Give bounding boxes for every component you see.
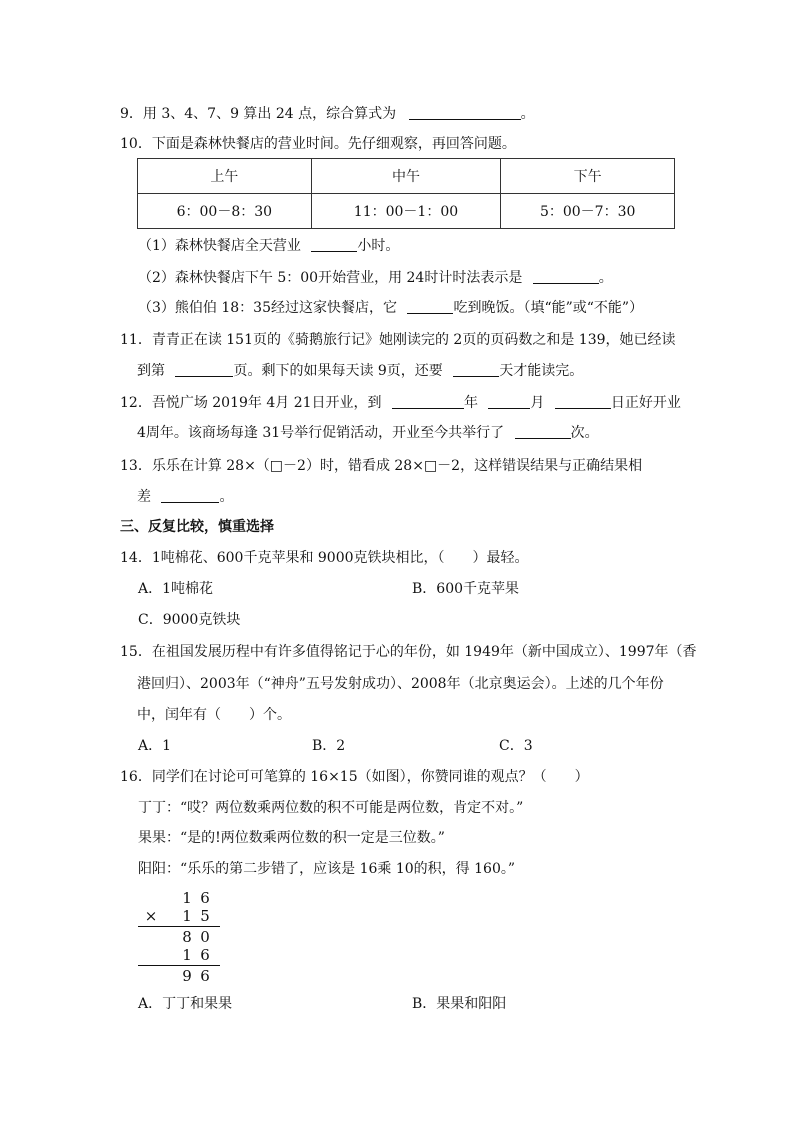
quote-yangyang: 阳阳：“乐乐的第二步错了，应该是 16乘 10的积，得 160。” <box>138 861 516 877</box>
option-c[interactable]: C．9000克铁块 <box>138 612 241 628</box>
quote-dingding: 丁丁：“哎？两位数乘两位数的积不可能是两位数，肯定不对。” <box>138 800 524 816</box>
question-10-sub-1: （1）森林快餐店全天营业 小时。 <box>138 238 400 254</box>
product-row: 9 6 <box>182 967 210 985</box>
answer-blank[interactable] <box>311 237 357 252</box>
question-13-line-2: 差 。 <box>137 489 234 505</box>
divider <box>138 926 220 927</box>
answer-blank[interactable] <box>392 394 464 409</box>
header-afternoon: 下午 <box>501 159 675 194</box>
question-12-line-2: 4周年。该商场每逢 31号举行促销活动，开业至今共举行了 次。 <box>137 425 599 441</box>
option-a[interactable]: A．1吨棉花 <box>138 581 214 597</box>
question-15-line-3: 中，闰年有（ ）个。 <box>137 707 291 723</box>
question-10-sub-2: （2）森林快餐店下午 5：00开始营业，用 24时计时法表示是 。 <box>138 270 613 286</box>
multiplier-row: × 1 5 <box>144 907 210 925</box>
answer-blank[interactable] <box>515 424 571 439</box>
answer-blank[interactable] <box>161 488 219 503</box>
option-a[interactable]: A．1 <box>138 738 172 754</box>
question-11-line-2: 到第 页。剩下的如果每天读 9页，还要 天才能读完。 <box>137 363 584 379</box>
partial-product-row: 1 6 <box>182 946 210 964</box>
answer-blank[interactable] <box>409 105 521 120</box>
option-a[interactable]: A．丁丁和果果 <box>138 996 233 1012</box>
answer-blank[interactable] <box>453 362 499 377</box>
table-header-row <box>138 159 675 194</box>
multiplicand-row: 1 6 <box>182 889 210 907</box>
question-11-line-1: 11．青青正在读 151页的《骑鹅旅行记》她刚读完的 2页的页码数之和是 139，她已经读 <box>120 332 676 348</box>
header-morning: 上午 <box>138 159 312 194</box>
option-b[interactable]: B．2 <box>312 738 346 754</box>
question-9: 9．用 3、4、7、9 算出 24 点，综合算式为 。 <box>120 106 535 122</box>
question-10: 10．下面是森林快餐店的营业时间。先仔细观察，再回答问题。 <box>120 136 516 152</box>
answer-blank[interactable] <box>555 394 611 409</box>
option-b[interactable]: B．果果和阳阳 <box>412 996 507 1012</box>
multiply-sign: × <box>144 907 158 925</box>
question-14: 14．1吨棉花、600千克苹果和 9000克铁块相比，（ ）最轻。 <box>120 550 529 566</box>
partial-product-row: 8 0 <box>182 928 210 946</box>
answer-blank[interactable] <box>175 362 233 377</box>
question-15-line-1: 15．在祖国发展历程中有许多值得铭记于心的年份，如 1949年（新中国成立）、1997年（香 <box>120 644 697 660</box>
answer-blank[interactable] <box>488 394 530 409</box>
quote-guoguo: 果果：“是的!两位数乘两位数的积一定是三位数。” <box>138 830 445 846</box>
question-9-text: 9．用 3、4、7、9 算出 24 点，综合算式为 <box>120 106 397 122</box>
answer-blank[interactable] <box>533 269 599 284</box>
question-15-line-2: 港回归）、2003年（“神舟”五号发射成功）、2008年（北京奥运会）。上述的几个年份 <box>137 676 664 692</box>
header-noon: 中午 <box>311 159 501 194</box>
answer-blank[interactable] <box>407 299 453 314</box>
question-16: 16．同学们在讨论可可笔算的 16×15（如图），你赞同谁的观点？（ ） <box>120 769 589 785</box>
section-title: 三、反复比较，慎重选择 <box>120 519 274 535</box>
question-10-sub-3: （3）熊伯伯 18：35经过这家快餐店，它 吃到晚饭。（填“能”或“不能”） <box>138 300 644 316</box>
question-13-line-1: 13．乐乐在计算 28×（□－2）时，错看成 28×□－2，这样错误结果与正确结果相 <box>120 458 643 474</box>
option-c[interactable]: C．3 <box>499 738 533 754</box>
divider <box>138 965 220 966</box>
table-row <box>138 194 675 229</box>
cell-morning-hours: 6：00－8：30 <box>138 194 312 229</box>
cell-afternoon-hours: 5：00－7：30 <box>501 194 675 229</box>
option-b[interactable]: B．600千克苹果 <box>412 581 520 597</box>
business-hours-table <box>137 158 675 229</box>
cell-noon-hours: 11：00－1：00 <box>311 194 501 229</box>
question-12-line-1: 12．吾悦广场 2019年 4月 21日开业，到 年 月 日正好开业 <box>120 395 681 411</box>
